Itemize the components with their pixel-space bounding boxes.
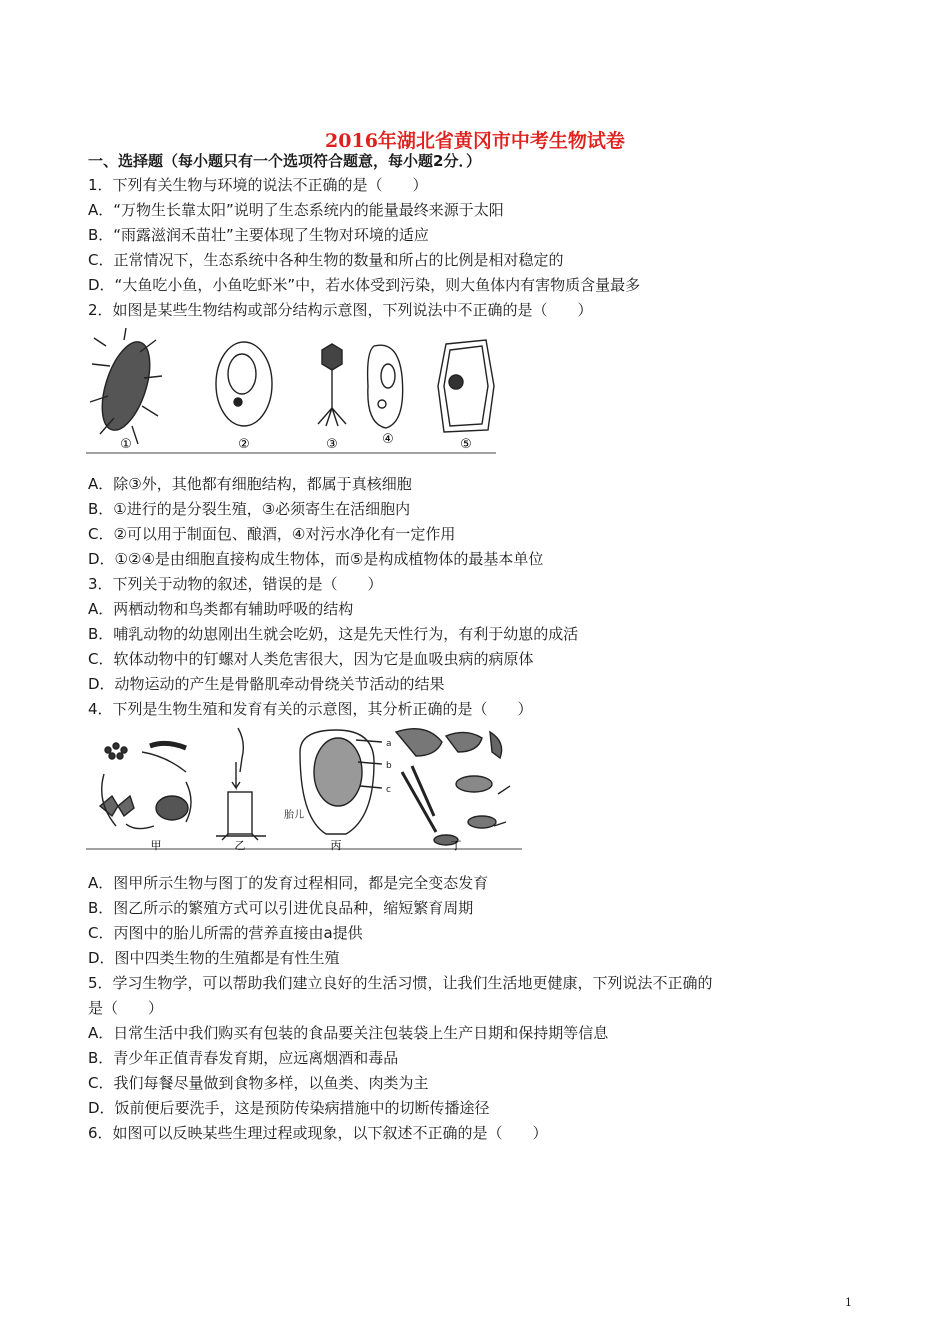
- paramecium-drawing: [368, 345, 403, 428]
- yeast-cell-drawing: [216, 342, 272, 426]
- q2-label-4: ④: [382, 432, 394, 447]
- frog-life-cycle-drawing: [396, 729, 510, 845]
- q5-option-b: B．青少年正值青春发育期，应远离烟酒和毒品: [88, 1049, 399, 1067]
- q5-option-d: D．饭前便后要洗手，这是预防传染病措施中的切断传播途径: [88, 1099, 490, 1117]
- q1-option-b: B．“雨露滋润禾苗壮”主要体现了生物对环境的适应: [88, 226, 429, 244]
- page-title: 2016年湖北省黄冈市中考生物试卷: [325, 130, 625, 152]
- q4-option-d: D．图中四类生物的生殖都是有性生殖: [88, 949, 340, 967]
- plant-cell-drawing: [438, 340, 494, 432]
- q4-label-jia: 甲: [150, 839, 162, 852]
- q4-label-yi: 乙: [234, 839, 246, 852]
- q1-option-d: D．“大鱼吃小鱼，小鱼吃虾米”中，若水体受到污染，则大鱼体内有害物质含量最多: [88, 276, 641, 294]
- q3-stem: 3．下列关于动物的叙述，错误的是（ ）: [88, 575, 383, 593]
- part-label-b: b: [386, 761, 392, 771]
- q1-option-a: A．“万物生长靠太阳”说明了生态系统内的能量最终来源于太阳: [88, 201, 504, 219]
- virus-drawing: [318, 344, 346, 426]
- grafting-drawing: [216, 728, 266, 840]
- q2-label-5: ⑤: [460, 437, 472, 452]
- q4-label-ding: 丁: [450, 839, 462, 852]
- q2-option-d: D．①②④是由细胞直接构成生物体，而⑤是构成植物体的最基本单位: [88, 550, 544, 568]
- q2-label-1: ①: [120, 437, 132, 452]
- q4-figure: [86, 722, 526, 854]
- q3-option-a: A．两栖动物和鸟类都有辅助呼吸的结构: [88, 600, 354, 618]
- page-number: 1: [845, 1296, 852, 1309]
- q1-stem: 1．下列有关生物与环境的说法不正确的是（ ）: [88, 176, 428, 194]
- q5-stem-line1: 5．学习生物学，可以帮助我们建立良好的生活习惯，让我们生活地更健康，下列说法不正确的: [88, 974, 713, 992]
- part-label-a: a: [386, 739, 392, 749]
- q2-label-3: ③: [326, 437, 338, 452]
- q4-label-bing: 丙: [330, 839, 342, 852]
- q2-stem: 2．如图是某些生物结构或部分结构示意图，下列说法中不正确的是（ ）: [88, 301, 593, 319]
- part-label-c: c: [386, 785, 391, 795]
- q2-option-a: A．除③外，其他都有细胞结构，都属于真核细胞: [88, 475, 412, 493]
- q4-option-b: B．图乙所示的繁殖方式可以引进优良品种，缩短繁育周期: [88, 899, 474, 917]
- q5-option-a: A．日常生活中我们购买有包装的食品要关注包装袋上生产日期和保持期等信息: [88, 1024, 609, 1042]
- moth-life-cycle-drawing: [100, 743, 191, 829]
- q1-option-c: C．正常情况下，生态系统中各种生物的数量和所占的比例是相对稳定的: [88, 251, 564, 269]
- q3-option-c: C．软体动物中的钉螺对人类危害很大，因为它是血吸虫病的病原体: [88, 650, 534, 668]
- fetus-uterus-drawing: [284, 730, 392, 834]
- fetus-label: 胎儿: [284, 810, 304, 821]
- q4-option-a: A．图甲所示生物与图丁的发育过程相同，都是完全变态发育: [88, 874, 489, 892]
- q2-label-2: ②: [238, 437, 250, 452]
- q3-option-d: D．动物运动的产生是骨骼肌牵动骨绕关节活动的结果: [88, 675, 445, 693]
- q4-option-c: C．丙图中的胎儿所需的营养直接由a提供: [88, 924, 363, 942]
- q5-option-c: C．我们每餐尽量做到食物多样，以鱼类、肉类为主: [88, 1074, 429, 1092]
- q2-figure: [86, 326, 498, 456]
- q5-stem-line2: 是（ ）: [88, 999, 164, 1017]
- q6-stem: 6．如图可以反映某些生理过程或现象，以下叙述不正确的是（ ）: [88, 1124, 548, 1142]
- q2-option-b: B．①进行的是分裂生殖，③必须寄生在活细胞内: [88, 500, 411, 518]
- section-heading: 一、选择题（每小题只有一个选项符合题意，每小题2分．）: [88, 152, 481, 170]
- q2-option-c: C．②可以用于制面包、酿酒，④对污水净化有一定作用: [88, 525, 456, 543]
- q4-stem: 4．下列是生物生殖和发育有关的示意图，其分析正确的是（ ）: [88, 700, 533, 718]
- q3-option-b: B．哺乳动物的幼崽刚出生就会吃奶，这是先天性行为，有利于幼崽的成活: [88, 625, 579, 643]
- bacterium-drawing: [90, 328, 162, 444]
